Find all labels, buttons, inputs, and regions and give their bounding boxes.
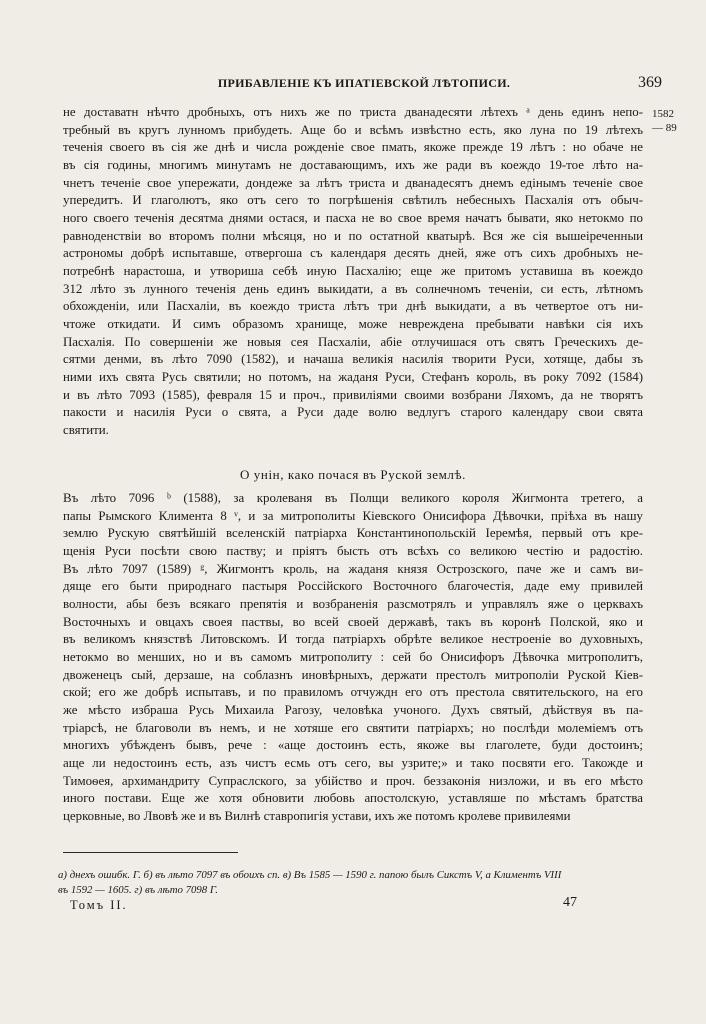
page-number: 369 — [638, 74, 662, 91]
text-line: сятми денми, въ лѣто 7090 (1582), и начаша великія насилія творити Руси, хотяще, дабы зъ — [63, 352, 643, 367]
section-heading: О унін, како почася въ Руской землѣ. — [239, 467, 467, 482]
text-line: упередитъ. И глаголютъ, яко отъ сего то погрѣшенія свѣтилъ небесныхъ Пасхалія отъ обыч- — [63, 193, 643, 208]
text-line: аще ли недостоинъ есть, азъ чистъ есмь отъ сего, вы узрите;» и тако посвяти его. Такожде и — [63, 755, 643, 770]
footnote-line: въ 1592 — 1605. г) въ лѣто 7098 Г. — [58, 884, 218, 896]
text-line: же мѣсто избраша Русь Михаила Рагозу, человѣка учоного. Духъ святый, дѣйствуя въ па- — [63, 702, 643, 717]
text-line: теченія своего въ сія же днѣ и числа рожденіе свое пмать, якоже прежде 19 лѣтъ : но обаче не — [63, 140, 643, 155]
text-line: равноденствіи во второмъ полни мѣсяця, но и по остатной кватырѣ. Вся же сія вышеіреченныи — [63, 228, 643, 243]
text-line: иного постави. Еще же хотя обновити любовь апостолскую, уставляше по мѣстамъ братства — [63, 791, 643, 806]
text-line: пакости и насилія Руси о свята, а Руси даде волю ведлугъ старого календару свои свята — [63, 405, 643, 420]
text-line: Пасхалія. По совершеніи же новыя сея Пасхаліи, абіе отлучишася отъ святъ Греческихъ де- — [63, 334, 643, 349]
text-line: дяще его быти природнаго пастыря Россійского Восточного благочестія, даде ему привилей — [63, 579, 643, 594]
text-line: ской; его же добрѣ испытавъ, и по правиломъ отчуждн его отъ престола святительского, на его — [63, 685, 643, 700]
text-line: землю Рускую святѣйшій вселенскій патріарха Константинопольскій Іеремѣя, первый отъ кре- — [63, 526, 643, 541]
text-line: ного своего теченія десятма днями остася, и пасха не во свое время начатъ бывати, яко нетокмо по — [63, 210, 643, 225]
text-line: въ сія годины, многимъ минутамъ не доставающимъ, ихъ же ради въ коеждо 19-тое лѣто на- — [63, 157, 643, 172]
text-line: ними ихъ свята Русь святили; но потомъ, на жаданя Руси, Стефанъ король, въ року 7092 (1584) — [63, 369, 643, 384]
running-head — [64, 74, 664, 96]
footnote-line: а) днехъ ошибк. Г. б) въ лѣто 7097 въ обоихъ сп. в) Въ 1585 — 1590 г. папою былъ Сикстъ V, а Климентъ VIII — [58, 869, 562, 881]
text-line: многихъ убѣжденъ бывъ, рече : «аще достоинъ есть, якоже вы глаголете, буди достоинъ; — [63, 738, 643, 753]
text-line: двоженецъ сый, дерзаше, на соблазнъ иновѣрныхъ, держати престолъ митрополіи Руской Кіев- — [63, 667, 643, 682]
paragraph-calendar — [63, 104, 643, 439]
text-line: Въ лѣто 7096 ᵇ (1588), за кролеваня въ Полщи великого короля Жигмонта третего, а — [63, 491, 643, 505]
footnote-divider — [63, 852, 238, 853]
text-line: щенія Руси посѣти свою паству; и пріятъ бысть отъ всѣхъ со великою честію и радостію. — [63, 543, 643, 558]
margin-year-bottom: — 89 — [652, 122, 677, 134]
text-line: 312 лѣто зъ лунного теченія день единъ выкидати, а въ солнечномъ теченіи, си есть, лѣтномъ — [63, 281, 643, 296]
text-line: потребнѣ нарастоша, и утвориша себѣ иную Пасхалію; еще же притомъ уставиша въ коеждо — [63, 263, 643, 278]
text-line: папы Рымского Климента 8 ᵛ, и за митрополиты Кіевского Онисифора Дѣвочки, пріѣха въ нашу — [63, 508, 643, 523]
margin-year-note — [652, 107, 688, 135]
paragraph-union — [63, 490, 643, 825]
printer-signature-mark: 47 — [563, 895, 577, 910]
text-line: нетокмо во менших, но и въ самомъ митрополиту : сей бо Онисифоръ Дѣвочка митрополитъ, — [63, 649, 643, 664]
text-line: чнетъ теченіе свое упережати, дондеже за лѣтъ триста и дванадесятъ днемъ едінымъ теченіе свое — [63, 175, 643, 190]
text-line: волности, абы безъ всякаго препятія и возбраненія разсмотрялъ и управлялъ яже о церквахъ — [63, 596, 643, 611]
text-line: обхожденіи, или Пасхаліи, въ коеждо триста лѣтъ три днѣ выкидати, а въ четвертое отъ ни- — [63, 299, 643, 314]
text-line: святити. — [63, 422, 109, 437]
text-line: Въ лѣто 7097 (1589) ᵍ, Жигмонтъ кроль, на жаданя князя Острозского, паче же и самъ ви- — [63, 561, 643, 576]
running-title: ПРИБАВЛЕНІЕ КЪ ИПАТІЕВСКОЙ ЛѢТОПИСИ. — [217, 76, 511, 90]
text-line: Тимоѳея, архимандриту Супраслского, за убійство и проч. беззаконія низложи, и въ его мѣсто — [63, 773, 643, 788]
text-line: чтоже откидати. И симъ образомъ хранище, може невреждена пребывати навѣки сія ихъ — [63, 316, 643, 331]
margin-year-top: 1582 — [652, 108, 674, 120]
volume-label: Томъ II. — [70, 898, 128, 912]
footnotes — [58, 868, 648, 898]
text-line: астрономы добрѣ испытавше, отвергоша съ календаря десять дней, яже отъ сихъ дробныхъ не- — [63, 246, 643, 261]
text-line: и въ лѣто 7093 (1585), февраля 15 и проч., привиліями своими возбрани Ляхомъ, да не творятъ — [63, 387, 643, 402]
text-line: въ великомъ князствѣ Литовскомъ. И тогда патріархъ обрѣте великое нестроеніе во духовныхъ, — [63, 632, 643, 647]
text-line: требный въ кругъ лунномъ прибудеть. Аще бо и всѣмъ извѣстно есть, яко луна по 19 лѣтехъ — [63, 122, 643, 137]
text-line: не доставатн нѣчто дробныхъ, отъ нихъ же по триста дванадесяти лѣтехъ ᵃ день единъ непо- — [63, 105, 643, 119]
text-line: Восточныхъ и овцахъ своея паствы, во всей своей державѣ, такъ въ коронѣ Полской, яко и — [63, 614, 643, 629]
text-line: церковные, во Лвовѣ же и въ Вилнѣ ставропигія устави, ихъ же потомъ кролеве привилеями — [63, 808, 571, 823]
text-line: тріарсѣ, не благоволи въ немъ, и не хотяше его святити патріархъ; но послѣди молеміемъ отъ — [63, 720, 643, 735]
